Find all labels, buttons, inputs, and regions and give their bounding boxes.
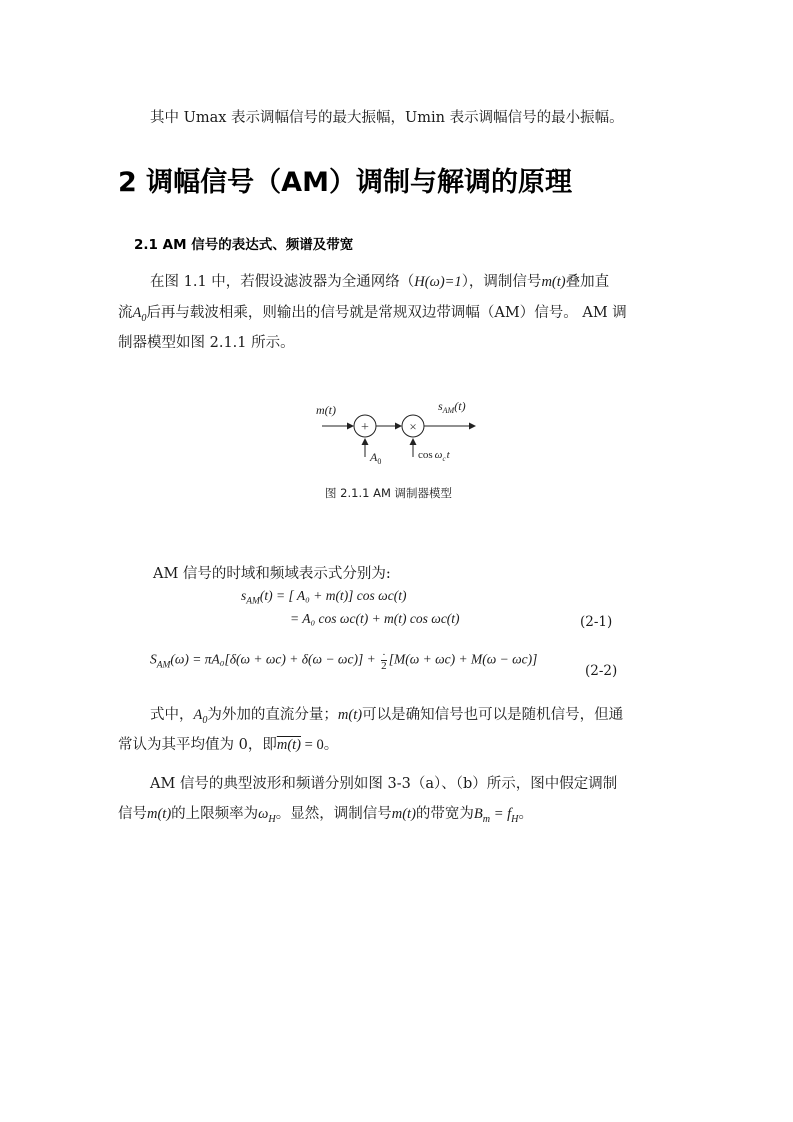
math-h-omega: H(ω)=1 bbox=[414, 274, 462, 290]
output-label-s: s bbox=[438, 399, 443, 413]
para3-text-c: 可以是确知信号也可以是随机信号，但通 bbox=[362, 707, 624, 723]
para4-omega: ω bbox=[258, 806, 269, 822]
para4-b: B bbox=[473, 806, 483, 822]
eq2-body: (ω) = πA₀[δ(ω + ωc) + δ(ω − ωc)] + bbox=[170, 651, 376, 667]
eq1-line1 bbox=[241, 588, 406, 607]
output-label-sub: AM bbox=[442, 406, 455, 415]
para1-text-l2a: 流 bbox=[118, 305, 133, 321]
subsection-heading: 2.1 AM 信号的表达式、频谱及带宽 bbox=[134, 237, 354, 253]
math-a0-base: A bbox=[132, 305, 142, 321]
para1-text-l2b: 后再与载波相乘，则输出的信号就是常规双边带调幅（AM）信号。 AM 调 bbox=[146, 305, 627, 321]
para2: AM 信号的时域和频域表示式分别为: bbox=[153, 566, 391, 582]
eq2-frac-num: · bbox=[382, 649, 386, 661]
para4-text-a: 信号 bbox=[118, 806, 147, 822]
math-a0-sub: 0 bbox=[141, 312, 147, 324]
math-m-t: m(t) bbox=[541, 274, 566, 290]
para4-m-t2: m(t) bbox=[391, 806, 416, 822]
para3-line2 bbox=[118, 733, 338, 754]
para3-a0 bbox=[193, 707, 208, 726]
dc-label bbox=[369, 450, 381, 466]
para4-text-e: 。 bbox=[518, 806, 533, 822]
para4-eq-f: = f bbox=[490, 806, 512, 822]
para1-line2 bbox=[118, 301, 627, 324]
eq2-fraction bbox=[381, 650, 387, 671]
eq2-number: (2-2) bbox=[585, 663, 618, 679]
section-heading: 2 调幅信号（AM）调制与解调的原理 bbox=[118, 167, 572, 198]
eq2-frac-den: 2 bbox=[381, 660, 387, 672]
para4-bm bbox=[473, 806, 519, 825]
para1-text-b: ），调制信号 bbox=[461, 274, 542, 290]
para3-m-t: m(t) bbox=[337, 707, 363, 723]
para4-m-t: m(t) bbox=[147, 806, 172, 822]
para4-f-sub: H bbox=[511, 813, 519, 825]
para4-b-sub: m bbox=[482, 813, 491, 825]
output-label-t: (t) bbox=[454, 399, 466, 413]
input-label: m(t) bbox=[316, 403, 336, 417]
para1-text-a: 在图 1.1 中，若假设滤波器为全通网络（ bbox=[150, 274, 415, 290]
eq1-number: (2-1) bbox=[580, 614, 613, 630]
carrier-t: t bbox=[446, 449, 450, 461]
math-a0 bbox=[132, 305, 147, 324]
carrier-label bbox=[418, 449, 451, 463]
intro-line: 其中 Umax 表示调幅信号的最大振幅，Umin 表示调幅信号的最小振幅。 bbox=[150, 110, 624, 126]
para3-eq-zero: = 0 bbox=[301, 737, 324, 753]
para4-line2 bbox=[118, 802, 533, 825]
para3-text-b: 为外加的直流分量； bbox=[207, 707, 338, 723]
para4-text-d: 的带宽为 bbox=[415, 806, 474, 822]
dc-label-sub: 0 bbox=[377, 457, 382, 466]
figure-caption: 图 2.1.1 AM 调制器模型 bbox=[325, 486, 453, 500]
para4-omega-sub: H bbox=[268, 813, 276, 825]
para3-text-l2a: 常认为其平均值为 0，即 bbox=[118, 737, 277, 753]
carrier-omega: ω bbox=[434, 449, 443, 461]
para3-line1 bbox=[150, 703, 623, 726]
para4-omega-h bbox=[258, 806, 276, 825]
para3-m-bar: m(t) bbox=[276, 737, 302, 753]
eq1-s: s bbox=[241, 588, 247, 603]
dc-label-a: A bbox=[370, 450, 378, 464]
eq2-lhs-sub: AM bbox=[156, 660, 171, 671]
para4-text-c: 。显然，调制信号 bbox=[275, 806, 392, 822]
para4-line1: AM 信号的典型波形和频谱分别如图 3-3（a）、（b）所示，图中假定调制 bbox=[150, 776, 618, 792]
para3-text-l2c: 。 bbox=[323, 737, 339, 753]
para3-text-a: 式中， bbox=[150, 707, 194, 723]
eq1-line2: = A₀ cos ωc(t) + m(t) cos ωc(t) bbox=[290, 611, 460, 626]
output-label bbox=[438, 399, 466, 415]
para3-a0-base: A bbox=[193, 707, 203, 723]
multiplier-symbol: × bbox=[409, 419, 417, 434]
para1-text-c: 叠加直 bbox=[565, 274, 610, 290]
eq2-body2: [M(ω + ωc) + M(ω − ωc)] bbox=[388, 651, 538, 667]
eq2-lhs: S bbox=[150, 651, 157, 667]
eq1-rest: (t) = [ A₀ + m(t)] cos ωc(t) bbox=[259, 588, 407, 603]
eq1-sub: AM bbox=[246, 596, 260, 607]
para1-line3: 制器模型如图 2.1.1 所示。 bbox=[118, 335, 295, 351]
para4-text-b: 的上限频率为 bbox=[171, 806, 259, 822]
para3-a0-sub: 0 bbox=[202, 714, 208, 726]
carrier-cos: cos bbox=[418, 449, 433, 461]
adder-symbol: + bbox=[361, 420, 369, 435]
eq2 bbox=[150, 650, 537, 671]
am-modulator-diagram bbox=[310, 395, 490, 470]
para1-line1 bbox=[150, 270, 609, 291]
carrier-sub: c bbox=[442, 455, 446, 463]
